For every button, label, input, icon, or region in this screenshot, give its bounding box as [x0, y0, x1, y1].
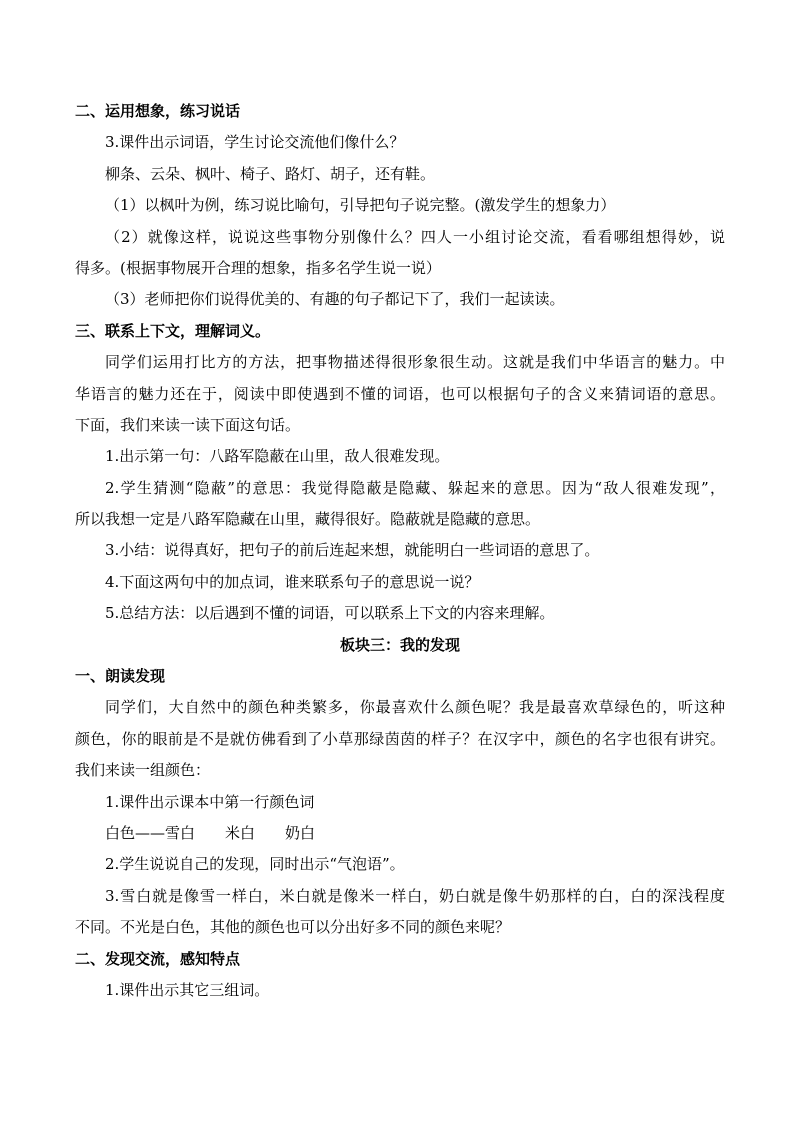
- paragraph-line: 3.小结：说得真好，把句子的前后连起来想，就能明白一些词语的意思了。: [105, 541, 600, 560]
- paragraph-line: 所以我想一定是八路军隐藏在山里，藏得很好。隐蔽就是隐藏的意思。: [75, 510, 541, 529]
- paragraph-line: 2.学生猜测“隐蔽”的意思：我觉得隐蔽是隐藏、躲起来的意思。因为“敌人很难发现”，: [105, 478, 725, 497]
- paragraph-line: （2）就像这样，说说这些事物分别像什么？四人一小组讨论交流，看看哪组想得妙，说: [105, 227, 725, 246]
- paragraph-line: 4.下面这两句中的加点词，谁来联系句子的意思说一说？: [105, 572, 480, 591]
- paragraph-line: 不同。不光是白色，其他的颜色也可以分出好多不同的颜色来呢？: [75, 918, 511, 937]
- section-heading: 二、运用想象，练习说话: [75, 102, 241, 120]
- paragraph-line: 2.学生说说自己的发现，同时出示“气泡语”。: [105, 855, 405, 874]
- paragraph-line: 得多。(根据事物展开合理的想象，指多名学生说一说）: [75, 258, 441, 277]
- document-body: [75, 96, 725, 1006]
- paragraph-line: 同学们运用打比方的方法，把事物描述得很形象很生动。这就是我们中华语言的魅力。中: [105, 353, 725, 372]
- section-heading: 二、发现交流，感知特点: [75, 949, 241, 968]
- paragraph-line: 同学们，大自然中的颜色种类繁多，你最喜欢什么颜色呢？我是最喜欢草绿色的，听这种: [105, 698, 725, 717]
- paragraph-line: 5.总结方法：以后遇到不懂的词语，可以联系上下文的内容来理解。: [105, 604, 555, 623]
- paragraph-line: 1.出示第一句：八路军隐蔽在山里，敌人很难发现。: [105, 447, 450, 466]
- paragraph-line: （3）老师把你们说得优美的、有趣的句子都记下了，我们一起读读。: [105, 290, 565, 309]
- paragraph-line: 柳条、云朵、枫叶、椅子、路灯、胡子，还有鞋。: [105, 164, 436, 183]
- paragraph-line: 1.课件出示课本中第一行颜色词: [105, 792, 315, 811]
- paragraph-line: 3.课件出示词语，学生讨论交流他们像什么？: [105, 133, 405, 152]
- paragraph-line: 颜色，你的眼前是不是就仿佛看到了小草那绿茵茵的样子？在汉字中，颜色的名字也很有讲究。: [75, 729, 725, 748]
- section-heading: 一、朗读发现: [75, 667, 166, 686]
- paragraph-line: 华语言的魅力还在于，阅读中即使遇到不懂的词语，也可以根据句子的含义来猜词语的意思。: [75, 384, 725, 403]
- section-heading: 板块三：我的发现: [339, 635, 460, 654]
- paragraph-line: 白色——雪白 米白 奶白: [105, 823, 316, 842]
- paragraph-line: 1.课件出示其它三组词。: [105, 980, 270, 999]
- paragraph-line: （1）以枫叶为例，练习说比喻句，引导把句子说完整。(激发学生的想象力）: [105, 196, 616, 215]
- paragraph-line: 下面，我们来读一读下面这句话。: [75, 415, 301, 434]
- paragraph-line: 我们来读一组颜色：: [75, 761, 211, 780]
- section-heading: 三、联系上下文，理解词义。: [75, 321, 271, 340]
- paragraph-line: 3.雪白就是像雪一样白，米白就是像米一样白，奶白就是像牛奶那样的白，白的深浅程度: [105, 886, 725, 905]
